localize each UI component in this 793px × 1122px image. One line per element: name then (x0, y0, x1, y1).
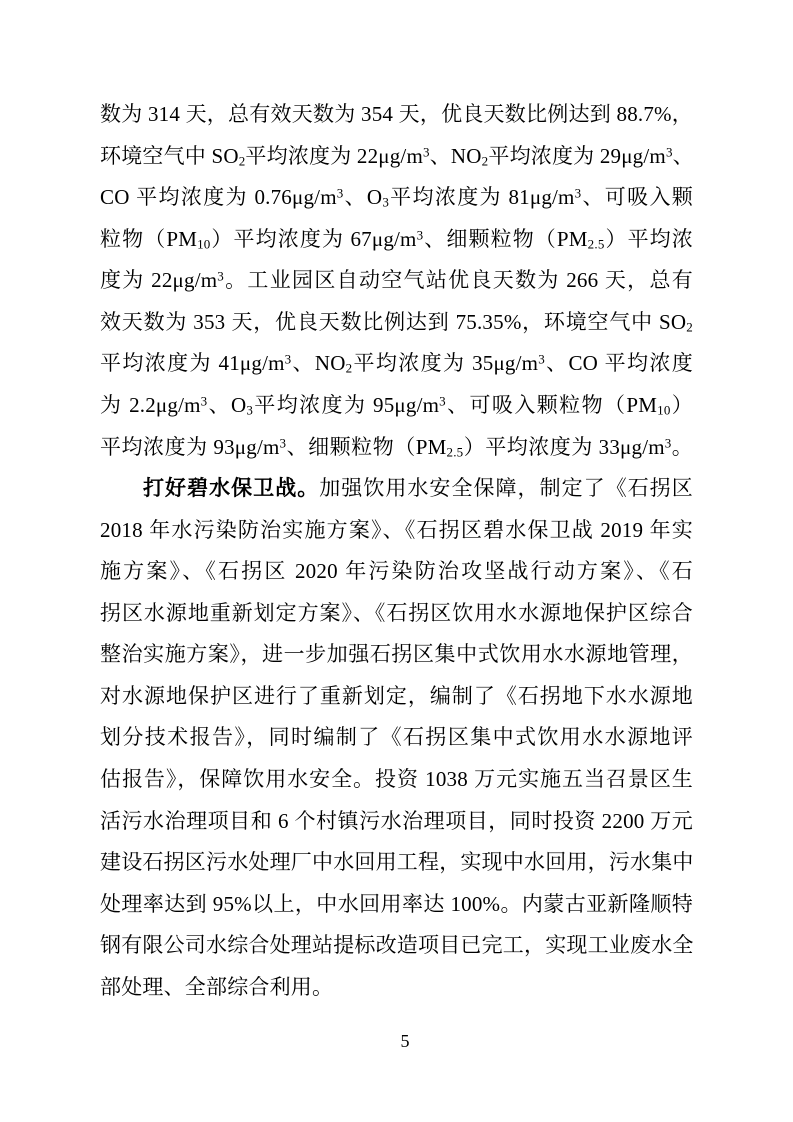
text-line: 估报告》，保障饮用水安全。投资 1038 万元实施五当召景区生 (100, 767, 693, 791)
text-line: 平均浓度为 $41\mu g/m^3$、$NO_2$平均浓度为 $35\mu g/m^3$、CO 平均浓度 (100, 351, 694, 376)
text-line: 环境空气中 $SO_2$平均浓度为 $22\mu g/m^3$、$NO_2$平均浓度为 $29\mu g/m^3$、 (100, 143, 694, 168)
bold-lead-in: 打好碧水保卫战。 (143, 476, 320, 501)
text-line: 拐区水源地重新划定方案》、《石拐区饮用水水源地保护区综合 (100, 600, 693, 625)
text-line: 粒物$(PM_{10})$平均浓度为 $67\mu g/m^3$、细颗粒物$(PM_{2.5})$平均浓 (100, 226, 693, 252)
paragraph-air-quality (100, 94, 693, 468)
paragraph-water-protection (100, 468, 693, 1008)
page-number: 5 (400, 1031, 410, 1051)
text-line: 效天数为 353 天，优良天数比例达到 75.35%，环境空气中 $SO_2$ (100, 309, 693, 335)
text-line: 建设石拐区污水处理厂中水回用工程，实现中水回用，污水集中 (100, 850, 694, 875)
text-line: 为 $2.2\mu g/m^3$、$O_3$平均浓度为 $95\mu g/m^3$、可吸入颗粒物$(PM_{10})$ (100, 392, 694, 418)
text-line: 打好碧水保卫战。加强饮用水安全保障，制定了《石拐区 (143, 476, 693, 501)
text-line: 划分技术报告》，同时编制了《石拐区集中式饮用水水源地评 (100, 725, 693, 750)
text-line: CO 平均浓度为 $0.76\mu g/m^3$、$O_3$平均浓度为 $81\mu g/m^3$、可吸入颗 (100, 185, 694, 210)
text-line: 数为 314 天，总有效天数为 354 天，优良天数比例达到 88.7%， (100, 102, 693, 126)
text-line: 2018 年水污染防治实施方案》、《石拐区碧水保卫战 2019 年实 (100, 517, 693, 542)
text-line: 处理率达到 95%以上，中水回用率达 100%。内蒙古亚新隆顺特 (100, 891, 693, 916)
text-line: 活污水治理项目和 6 个村镇污水治理项目，同时投资 2200 万元 (100, 808, 693, 833)
text-line: 钢有限公司水综合处理站提标改造项目已完工，实现工业废水全 (100, 933, 694, 958)
text-line: 施方案》、《石拐区 2020 年污染防治攻坚战行动方案》、《石 (100, 559, 693, 584)
text-line: 对水源地保护区进行了重新划定，编制了《石拐地下水水源地 (100, 683, 693, 708)
text-line: 整治实施方案》，进一步加强石拐区集中式饮用水水源地管理， (100, 642, 693, 667)
text-line: 平均浓度为 $93\mu g/m^3$、细颗粒物$(PM_{2.5})$平均浓度为 $33\mu g/m^3$。 (100, 434, 694, 459)
text-line: 度为 $22\mu g/m^3$。工业园区自动空气站优良天数为 266 天，总有 (100, 268, 693, 293)
page-body-text (100, 94, 693, 1008)
text-line: 部处理、全部综合利用。 (100, 974, 334, 999)
